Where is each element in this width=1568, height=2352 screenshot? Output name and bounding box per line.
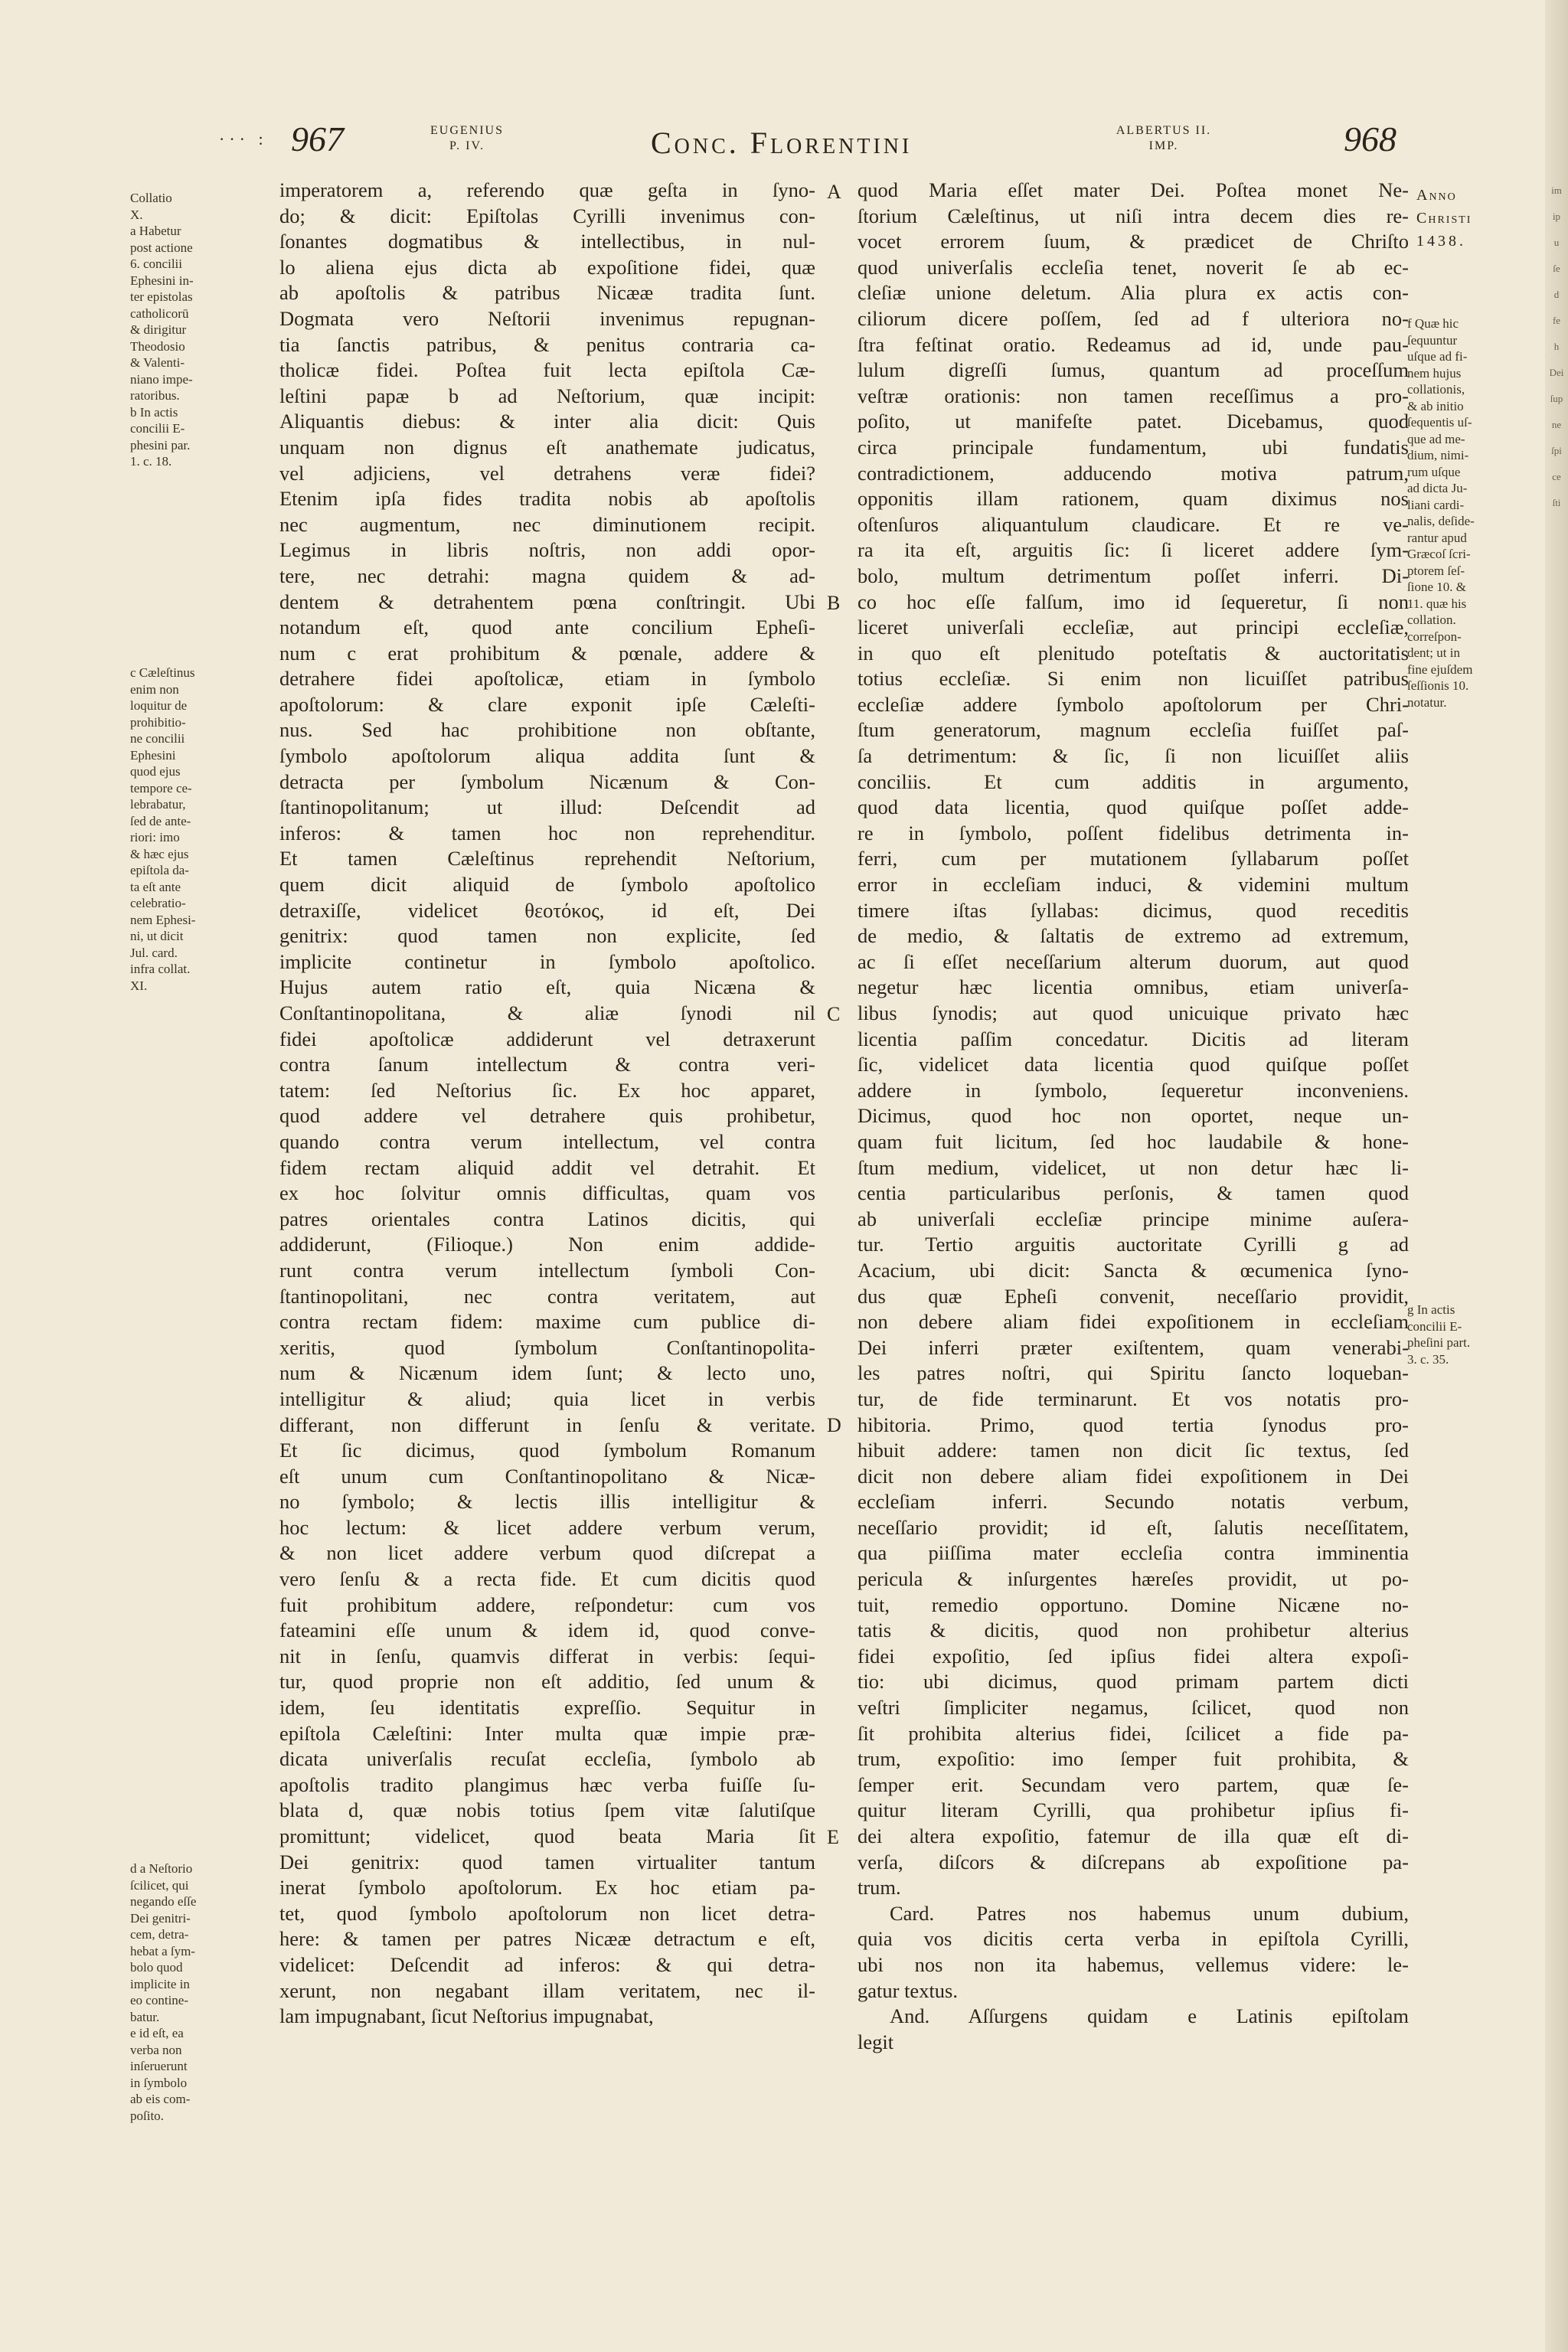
gutter-fragment: ne bbox=[1551, 419, 1562, 430]
margin-note-line: & hæc ejus bbox=[130, 846, 189, 861]
margin-note-line: tempore ce- bbox=[130, 780, 192, 795]
text-line: licentia paſſim concedatur. Dicitis ad literam bbox=[858, 1027, 1409, 1050]
margin-note-line: Jul. card. bbox=[130, 945, 178, 960]
text-line: blata d, quæ nobis totius ſpem vitæ ſalutiſque bbox=[279, 1798, 815, 1822]
margin-note-line: rum uſque bbox=[1407, 464, 1461, 479]
margin-note-line: 11. quæ his bbox=[1407, 596, 1467, 611]
text-line: de medio, & ſaltatis de extremo ad extremum, bbox=[858, 924, 1409, 948]
margin-note-line: que ad me- bbox=[1407, 431, 1465, 446]
text-line: And. Aſſurgens quidam e Latinis epiſtolam bbox=[890, 2004, 1409, 2028]
anno-christi bbox=[1416, 184, 1472, 253]
text-line: ſemper erit. Secundam vero partem, quæ ſe- bbox=[858, 1772, 1409, 1796]
text-line: fidem rectam aliquid addit vel detrahit. Et bbox=[279, 1155, 815, 1179]
text-line: libus ſynodis; aut quod unicuique privato hæc bbox=[858, 1001, 1409, 1024]
text-line: inferos: & tamen hoc non reprehenditur. bbox=[279, 821, 815, 844]
text-line: centia particularibus perſonis, & tamen quod bbox=[858, 1181, 1409, 1205]
margin-note-line: Theodosio bbox=[130, 338, 185, 354]
margin-note-line: Dei genitri- bbox=[130, 1910, 191, 1926]
margin-note-right bbox=[1407, 1302, 1549, 1367]
running-head-left-line1: EUGENIUS bbox=[430, 124, 504, 137]
margin-note-line: ratoribus. bbox=[130, 388, 180, 403]
text-line: ciliorum dicere poſſem, ſed ad f ulteriora no- bbox=[858, 306, 1409, 330]
margin-note-line: & ab initio bbox=[1407, 398, 1464, 413]
text-line: nec augmentum, nec diminutionem recipit. bbox=[279, 512, 815, 536]
text-line: ex hoc ſolvitur omnis difficultas, quam vos bbox=[279, 1181, 815, 1205]
margin-note-line: ab eis com- bbox=[130, 2092, 191, 2106]
text-line: unquam non dignus eſt anathemate judicatus, bbox=[279, 435, 815, 459]
margin-note-line: post actione bbox=[130, 240, 193, 255]
text-line: & non licet addere verbum quod diſcrepat a bbox=[279, 1541, 815, 1565]
text-line: legit bbox=[858, 2030, 894, 2053]
text-line: ubi nos non ita habemus, vellemus videre: le- bbox=[858, 1952, 1409, 1976]
text-line: tatis & dicitis, quod non prohibetur alterius bbox=[858, 1619, 1409, 1642]
gutter-fragment: fe bbox=[1552, 315, 1561, 326]
margin-note-line: ſed de ante- bbox=[130, 813, 191, 828]
margin-note-line: cem, detra- bbox=[130, 1927, 189, 1942]
text-line: ſtantinopolitanum; ut illud: Deſcendit ad bbox=[279, 795, 815, 819]
margin-note-line: & dirigitur bbox=[130, 322, 187, 337]
margin-note-line: loquitur de bbox=[130, 698, 188, 713]
margin-note-line: e id eſt, ea bbox=[130, 2026, 184, 2040]
text-line: ſtorium Cæleſtinus, ut niſi intra decem dies re- bbox=[858, 204, 1409, 227]
text-line: ab univerſali eccleſiæ principe minime auſera- bbox=[858, 1207, 1409, 1230]
text-line: runt contra verum intellectum ſymboli Con- bbox=[279, 1258, 815, 1282]
margin-note-line: poſito. bbox=[130, 2108, 164, 2123]
text-line: no ſymbolo; & lectis illis intelligitur & bbox=[279, 1490, 815, 1514]
margin-note-line: in ſymbolo bbox=[130, 2075, 188, 2090]
text-line: quod addere vel detrahere quis prohibetur, bbox=[279, 1104, 815, 1128]
text-line: in quo eſt plenitudo poteſtatis & auctoritatis bbox=[858, 641, 1409, 665]
text-line: contra ſanum intellectum & contra veri- bbox=[279, 1053, 815, 1076]
running-head-right-line2: IMP. bbox=[1148, 139, 1179, 152]
text-line: ſtra feſtinat oratio. Redeamus ad id, unde pau- bbox=[858, 332, 1409, 356]
margin-note-left bbox=[130, 190, 272, 470]
margin-note-line: ſeſſionis 10. bbox=[1407, 678, 1469, 693]
page-number-right: 968 bbox=[1344, 119, 1396, 158]
text-line: circa principale fundamentum, ubi fundatis bbox=[858, 435, 1409, 459]
text-line: trum, expoſitio: imo ſemper fuit prohibita, & bbox=[858, 1747, 1409, 1771]
margin-note-line: 3. c. 35. bbox=[1407, 1351, 1449, 1367]
text-line: ſtum generatorum, magnum eccleſia fuiſſet paſ- bbox=[858, 718, 1409, 742]
gutter-fragment: u bbox=[1553, 237, 1560, 248]
margin-note-line: ne concilii bbox=[130, 731, 185, 746]
text-line: vel adjiciens, vel detrahens veræ fidei? bbox=[279, 461, 815, 485]
section-letter-a: A bbox=[827, 181, 841, 203]
text-line: ac ſi eſſet neceſſarium alterum duorum, aut quod bbox=[858, 949, 1409, 973]
text-line: num & Nicænum idem ſunt; & lecto uno, bbox=[279, 1361, 815, 1385]
margin-note-line: ta eſt ante bbox=[130, 879, 181, 894]
margin-note-line: negando eſſe bbox=[130, 1894, 197, 1909]
text-line: vocet errorem ſuum, & prædicet de Chriſto bbox=[858, 230, 1409, 253]
margin-note-line: hebat a ſym- bbox=[130, 1943, 195, 1958]
text-line: ſymbolo apoſtolorum aliqua addita ſunt & bbox=[279, 744, 815, 768]
text-line: detracta per ſymbolum Nicænum & Con- bbox=[279, 769, 815, 793]
text-line: tur. Tertio arguitis auctoritate Cyrilli g ad bbox=[858, 1233, 1409, 1256]
text-line: dus quæ Epheſi convenit, neceſſario providit, bbox=[858, 1284, 1409, 1308]
text-line: les patres noſtri, qui Spiritu ſancto loqueban- bbox=[858, 1361, 1409, 1385]
text-line: timere iſtas ſyllabas: dicimus, quod receditis bbox=[858, 898, 1409, 922]
text-line: here: & tamen per patres Nicææ detractum e eſt, bbox=[279, 1927, 815, 1951]
text-line: imperatorem a, referendo quæ geſta in ſyno- bbox=[279, 178, 815, 201]
text-line: verſa, diſcors & diſcrepans ab expoſitione pa- bbox=[858, 1850, 1409, 1873]
margin-note-line: g In actis bbox=[1407, 1302, 1455, 1317]
margin-note-line: c Cæleſtinus bbox=[130, 665, 195, 680]
text-line: tio: ubi dicimus, quod primam partem dicti bbox=[858, 1670, 1409, 1694]
text-line: fateamini eſſe unum & idem id, quod conve- bbox=[279, 1619, 815, 1642]
text-line: lam impugnabant, ſicut Neſtorius impugnabat, bbox=[279, 2004, 654, 2028]
margin-note-line: nalis, deſide- bbox=[1407, 514, 1475, 528]
margin-note-line: ſequuntur bbox=[1407, 332, 1458, 348]
text-line: xerunt, non negabant illam veritatem, nec il- bbox=[279, 1978, 815, 2002]
text-line: lo aliena ejus dicta ab expoſitione fidei, quæ bbox=[279, 255, 815, 279]
text-line: ſit prohibita alterius fidei, ſcilicet a fide pa- bbox=[858, 1721, 1409, 1745]
text-line: opponitis illam rationem, quam diximus nos bbox=[858, 487, 1409, 511]
text-line: contradictionem, adducendo motiva patrum, bbox=[858, 461, 1409, 485]
margin-note-line: fine ejuſdem bbox=[1407, 662, 1473, 677]
text-line: addiderunt, (Filioque.) Non enim addide- bbox=[279, 1233, 815, 1256]
margin-note-line: b In actis bbox=[130, 404, 178, 420]
margin-note-line: uſque ad fi- bbox=[1407, 349, 1468, 364]
margin-note-line: dium, nimi- bbox=[1407, 448, 1469, 462]
text-line: quod data licentia, quod quiſque poſſet adde- bbox=[858, 795, 1409, 819]
text-line: tuit, remedio opportuno. Domine Nicæne no- bbox=[858, 1592, 1409, 1616]
text-line: poſito, ut manifeſte patet. Dicebamus, quod bbox=[858, 410, 1409, 433]
margin-note-line: dent; ut in bbox=[1407, 645, 1460, 660]
text-line: ab apoſtolis & patribus Nicææ tradita ſunt. bbox=[279, 281, 815, 305]
header-dots: ··· : bbox=[219, 129, 268, 149]
text-column-left bbox=[279, 178, 815, 2030]
text-line: quando contra verum intellectum, vel contra bbox=[279, 1129, 815, 1153]
text-line: tet, quod ſymbolo apoſtolorum non licet detra- bbox=[279, 1901, 815, 1925]
text-line: ſonantes dogmatibus & intellectibus, in nul- bbox=[279, 230, 815, 253]
page-title: Conc. Florentini bbox=[651, 126, 913, 160]
text-line: tur, de fide terminarunt. Et vos notatis pro- bbox=[858, 1387, 1409, 1410]
margin-note-line: nem hujus bbox=[1407, 365, 1462, 381]
text-line: addere in ſymbolo, ſequeretur inconveniens. bbox=[858, 1078, 1409, 1102]
anno-year: 1438. bbox=[1416, 233, 1466, 250]
text-line: conciliis. Et cum additis in argumento, bbox=[858, 769, 1409, 793]
margin-note-line: niano impe- bbox=[130, 371, 193, 387]
margin-note-line: collation. bbox=[1407, 612, 1456, 627]
text-line: genitrix: quod tamen non explicite, ſed bbox=[279, 924, 815, 948]
text-line: veſtri ſimpliciter negamus, ſcilicet, quod non bbox=[858, 1696, 1409, 1720]
margin-note-line: Collatio bbox=[130, 191, 172, 205]
text-line: qua piiſſima mater eccleſia contra imminentia bbox=[858, 1541, 1409, 1565]
text-line: patres orientales contra Latinos dicitis, qui bbox=[279, 1207, 815, 1230]
text-line: leſtini papæ b ad Neſtorium, quæ incipit: bbox=[279, 384, 815, 407]
text-line: apoſtolorum: & clare exponit ipſe Cæleſti- bbox=[279, 692, 815, 716]
text-line: re in ſymbolo, poſſent fidelibus detrimenta in- bbox=[858, 821, 1409, 844]
text-line: ferri, cum per mutationem ſyllabarum poſſet bbox=[858, 847, 1409, 871]
text-line: Dei inferri præter exiſtentem, quam venerabi- bbox=[858, 1335, 1409, 1359]
text-line: apoſtolis tradito plangimus hæc verba fuiſſe ſu- bbox=[279, 1772, 815, 1796]
text-line: hibuit addere: tamen non dicit ſic textus, ſed bbox=[858, 1439, 1409, 1462]
text-line: fuit prohibitum addere, reſpondetur: cum vos bbox=[279, 1592, 815, 1616]
text-line: videlicet: Deſcendit ad inferos: & qui detra- bbox=[279, 1952, 815, 1976]
text-line: eccleſiam inferri. Secundo notatis verbum, bbox=[858, 1490, 1409, 1514]
text-line: neceſſario providit; id eſt, ſalutis neceſſitatem, bbox=[858, 1515, 1409, 1539]
margin-note-line: inſeruerunt bbox=[130, 2059, 188, 2073]
text-line: nus. Sed hac prohibitione non obſtante, bbox=[279, 718, 815, 742]
text-line: fidei apoſtolicæ addiderunt vel detraxerunt bbox=[279, 1027, 815, 1050]
margin-note-line: phesini par. bbox=[130, 437, 191, 452]
gutter-fragment: h bbox=[1553, 341, 1560, 352]
text-line: tholicæ fidei. Poſtea fuit lecta epiſtola Cæ- bbox=[279, 358, 815, 382]
text-line: totius eccleſiæ. Si enim non licuiſſet patribus bbox=[858, 667, 1409, 691]
margin-note-line: batur. bbox=[130, 2009, 160, 2024]
section-letter-c: C bbox=[827, 1003, 841, 1025]
gutter-fragment: ſe bbox=[1553, 263, 1560, 274]
text-line: Dogmata vero Neſtorii invenimus repugnan- bbox=[279, 306, 815, 330]
text-line: intelligitur & aliud; quia licet in verbis bbox=[279, 1387, 815, 1410]
gutter-fragment: ce bbox=[1552, 471, 1561, 482]
text-line: detraxiſſe, videlicet θεοτόκος, id eſt, Dei bbox=[279, 898, 815, 922]
margin-note-line: X. bbox=[130, 207, 143, 222]
text-line: trum. bbox=[858, 1876, 901, 1900]
margin-note-line: & Valenti- bbox=[130, 355, 185, 370]
section-letter-b: B bbox=[827, 592, 841, 614]
margin-note-line: pheſini part. bbox=[1407, 1335, 1471, 1350]
text-line: pericula & inſurgentes hæreſes providit, ut po- bbox=[858, 1567, 1409, 1591]
gutter-fragment: ſpi bbox=[1551, 445, 1562, 456]
margin-note-line: ſcilicet, qui bbox=[130, 1877, 189, 1893]
text-line: quod Maria eſſet mater Dei. Poſtea monet Ne- bbox=[858, 178, 1409, 201]
gutter-fragment: ſup bbox=[1550, 393, 1563, 404]
margin-note-right bbox=[1407, 315, 1549, 710]
margin-note-line: ſione 10. & bbox=[1407, 580, 1466, 594]
text-line: negetur hæc licentia omnibus, etiam univerſa- bbox=[858, 975, 1409, 999]
text-line: Et ſic dicimus, quod ſymbolum Romanum bbox=[279, 1439, 815, 1462]
text-line: tere, nec detrahi: magna quidem & ad- bbox=[279, 564, 815, 587]
text-line: nit in ſenſu, quamvis differat in verbis: ſequi- bbox=[279, 1644, 815, 1668]
text-line: vero ſenſu & a recta fide. Et cum dicitis quod bbox=[279, 1567, 815, 1591]
text-line: co hoc eſſe falſum, imo id ſequeretur, ſi non bbox=[858, 590, 1409, 613]
text-line: differant, non differunt in ſenſu & veritate. bbox=[279, 1413, 815, 1436]
text-line: dicata univerſalis recuſat eccleſia, ſymbolo ab bbox=[279, 1747, 815, 1771]
text-line: dentem & detrahentem pœna conſtringit. Ubi bbox=[279, 590, 815, 613]
text-line: cleſiæ unione deletum. Alia plura ex actis con- bbox=[858, 281, 1409, 305]
margin-note-line: epiſtola da- bbox=[130, 863, 189, 877]
text-line: ſic, videlicet data licentia quod quiſque poſſet bbox=[858, 1053, 1409, 1076]
margin-note-line: f Quæ hic bbox=[1407, 316, 1459, 331]
margin-note-line: quod ejus bbox=[130, 764, 181, 779]
text-line: epiſtola Cæleſtini: Inter multa quæ impie præ- bbox=[279, 1721, 815, 1745]
text-line: tia ſanctis patribus, & penitus contraria ca- bbox=[279, 332, 815, 356]
text-line: promittunt; videlicet, quod beata Maria ſit bbox=[279, 1824, 815, 1847]
text-line: ra ita eſt, arguitis ſic: ſi liceret addere ſym- bbox=[858, 538, 1409, 562]
margin-note-line: infra collat. bbox=[130, 962, 191, 976]
margin-note-line: XI. bbox=[130, 978, 148, 993]
gutter-fragment: ſti bbox=[1552, 497, 1561, 508]
margin-note-line: catholicorū bbox=[130, 305, 189, 321]
text-line: Aliquantis diebus: & inter alia dicit: Quis bbox=[279, 410, 815, 433]
margin-note-line: eo contine- bbox=[130, 1993, 188, 2007]
text-line: quem dicit aliquid de ſymbolo apoſtolico bbox=[279, 873, 815, 897]
gutter-fragments bbox=[1548, 178, 1565, 516]
text-line: Hujus autem ratio eſt, quia Nicæna & bbox=[279, 975, 815, 999]
text-line: Legimus in libris noſtris, non addi opor- bbox=[279, 538, 815, 562]
text-line: quitur literam Cyrilli, qua prohibetur ipſius fi- bbox=[858, 1798, 1409, 1822]
section-letter-e: E bbox=[827, 1826, 839, 1848]
text-line: inerat ſymbolo apoſtolorum. Ex hoc etiam pa- bbox=[279, 1876, 815, 1900]
text-line: xeritis, quod ſymbolum Conſtantinopolita- bbox=[279, 1335, 815, 1359]
margin-note-line: notatur. bbox=[1407, 694, 1447, 710]
text-line: non debere aliam fidei expoſitionem in eccleſiam bbox=[858, 1310, 1409, 1334]
text-line: tatem: ſed Neſtorius ſic. Ex hoc apparet, bbox=[279, 1078, 815, 1102]
text-line: ſtum medium, videlicet, ut non detur hæc li- bbox=[858, 1155, 1409, 1179]
text-line: hibitoria. Primo, quod tertia ſynodus pro- bbox=[858, 1413, 1409, 1436]
text-line: eccleſiæ addere ſymbolo apoſtolorum per Chri- bbox=[858, 692, 1409, 716]
text-line: ſtantinopolitani, nec contra veritatem, aut bbox=[279, 1284, 815, 1308]
text-line: implicite continetur in ſymbolo apoſtolico. bbox=[279, 949, 815, 973]
margin-note-line: ni, ut dicit bbox=[130, 929, 184, 943]
margin-note-line: 1. c. 18. bbox=[130, 454, 172, 469]
margin-note-line: riori: imo bbox=[130, 830, 180, 844]
text-line: num c erat prohibitum & pœnale, addere & bbox=[279, 641, 815, 665]
text-line: Card. Patres nos habemus unum dubium, bbox=[890, 1901, 1409, 1925]
margin-note-left bbox=[130, 665, 272, 994]
margin-note-line: collationis, bbox=[1407, 382, 1465, 397]
text-line: dei altera expoſitio, fatemur de illa quæ eſt di- bbox=[858, 1824, 1409, 1847]
text-line: idem, ſeu identitatis expreſſio. Sequitur in bbox=[279, 1696, 815, 1720]
margin-note-line: d a Neſtorio bbox=[130, 1861, 193, 1876]
margin-note-line: ſequentis uſ- bbox=[1407, 415, 1472, 430]
text-line: Dei genitrix: quod tamen virtualiter tantum bbox=[279, 1850, 815, 1873]
running-head-left bbox=[417, 123, 517, 154]
margin-note-line: rantur apud bbox=[1407, 530, 1467, 545]
text-column-right bbox=[858, 178, 1409, 2055]
margin-note-line: bolo quod bbox=[130, 1960, 183, 1975]
text-line: tur, quod proprie non eſt additio, ſed unum & bbox=[279, 1670, 815, 1694]
text-line: Etenim ipſa fides tradita nobis ab apoſtolis bbox=[279, 487, 815, 511]
margin-note-line: 6. concilii bbox=[130, 256, 182, 271]
text-line: detrahere fidei apoſtolicæ, etiam in ſymbolo bbox=[279, 667, 815, 691]
text-line: error in eccleſiam induci, & videmini multum bbox=[858, 873, 1409, 897]
margin-note-line: celebratio- bbox=[130, 896, 186, 910]
margin-note-line: implicite in bbox=[130, 1976, 190, 1991]
text-line: Conſtantinopolitana, & aliæ ſynodi nil bbox=[279, 1001, 815, 1024]
margin-note-line: concilii E- bbox=[1407, 1318, 1462, 1334]
margin-note-line: Ephesini bbox=[130, 747, 176, 763]
margin-note-line: ptorem ſeſ- bbox=[1407, 563, 1465, 578]
text-line: do; & dicit: Epiſtolas Cyrilli invenimus con- bbox=[279, 204, 815, 227]
gutter-fragment: ip bbox=[1552, 211, 1561, 222]
margin-note-left bbox=[130, 1860, 272, 2124]
text-line: Et tamen Cæleſtinus reprehendit Neſtorium, bbox=[279, 847, 815, 871]
text-line: oſtenſuros aliquantulum claudicare. Et re ve- bbox=[858, 512, 1409, 536]
margin-note-line: ad dicta Ju- bbox=[1407, 481, 1468, 495]
text-line: eſt unum cum Conſtantinopolitano & Nicæ- bbox=[279, 1464, 815, 1488]
text-line: quia vos dicitis certa verba in epiſtola Cyrilli, bbox=[858, 1927, 1409, 1951]
section-letter-d: D bbox=[827, 1414, 841, 1436]
margin-note-line: Græcoſ ſcri- bbox=[1407, 547, 1471, 561]
margin-note-line: liani cardi- bbox=[1407, 497, 1465, 512]
running-head-right-line1: ALBERTUS II. bbox=[1116, 124, 1212, 137]
gutter-fragment: Dei bbox=[1549, 367, 1564, 378]
text-line: dicit non debere aliam fidei expoſitionem in Dei bbox=[858, 1464, 1409, 1488]
text-line: gatur textus. bbox=[858, 1978, 958, 2002]
gutter-fragment: d bbox=[1553, 289, 1560, 300]
text-line: quam fuit licitum, ſed hoc laudabile & hone- bbox=[858, 1129, 1409, 1153]
margin-note-line: concilii E- bbox=[130, 421, 185, 436]
page-number-left: 967 bbox=[291, 119, 344, 158]
gutter-fragment: im bbox=[1551, 185, 1562, 196]
text-line: contra rectam fidem: maxime cum publice di- bbox=[279, 1310, 815, 1334]
margin-note-line: nem Ephesi- bbox=[130, 912, 196, 927]
margin-note-line: prohibitio- bbox=[130, 714, 186, 730]
margin-note-line: enim non bbox=[130, 681, 179, 697]
margin-note-line: ter epistolas bbox=[130, 289, 193, 304]
margin-note-line: a Habetur bbox=[130, 224, 181, 238]
text-line: Dicimus, quod hoc non oportet, neque un- bbox=[858, 1104, 1409, 1128]
text-line: bolo, multum detrimentum poſſet inferri. Di- bbox=[858, 564, 1409, 587]
text-line: hoc lectum: & licet addere verbum verum, bbox=[279, 1515, 815, 1539]
running-head-right bbox=[1106, 123, 1221, 154]
anno-line1: Anno bbox=[1416, 187, 1457, 204]
text-line: fidei expoſitio, ſed ipſius fidei altera expoſi- bbox=[858, 1644, 1409, 1668]
margin-note-line: Ephesini in- bbox=[130, 273, 194, 288]
text-line: veſtræ orationis: non tamen receſſimus a pro- bbox=[858, 384, 1409, 407]
margin-note-line: lebrabatur, bbox=[130, 797, 186, 812]
margin-note-line: verba non bbox=[130, 2042, 182, 2057]
text-line: liceret univerſali eccleſiæ, aut principi eccleſiæ, bbox=[858, 616, 1409, 639]
text-line: ſa detrimentum: & ſic, ſi non licuiſſet aliis bbox=[858, 744, 1409, 768]
text-line: quod univerſalis eccleſia tenet, noverit ſe ab ec- bbox=[858, 255, 1409, 279]
anno-line2: Christi bbox=[1416, 210, 1472, 227]
margin-note-line: correſpon- bbox=[1407, 629, 1462, 644]
running-header bbox=[0, 119, 1568, 172]
text-line: notandum eſt, quod ante concilium Epheſi- bbox=[279, 616, 815, 639]
running-head-left-line2: P. IV. bbox=[449, 139, 485, 152]
text-line: lulum digreſſi ſumus, quantum ad proceſſum bbox=[858, 358, 1409, 382]
text-line: Acacium, ubi dicit: Sancta & œcumenica ſyno- bbox=[858, 1258, 1409, 1282]
